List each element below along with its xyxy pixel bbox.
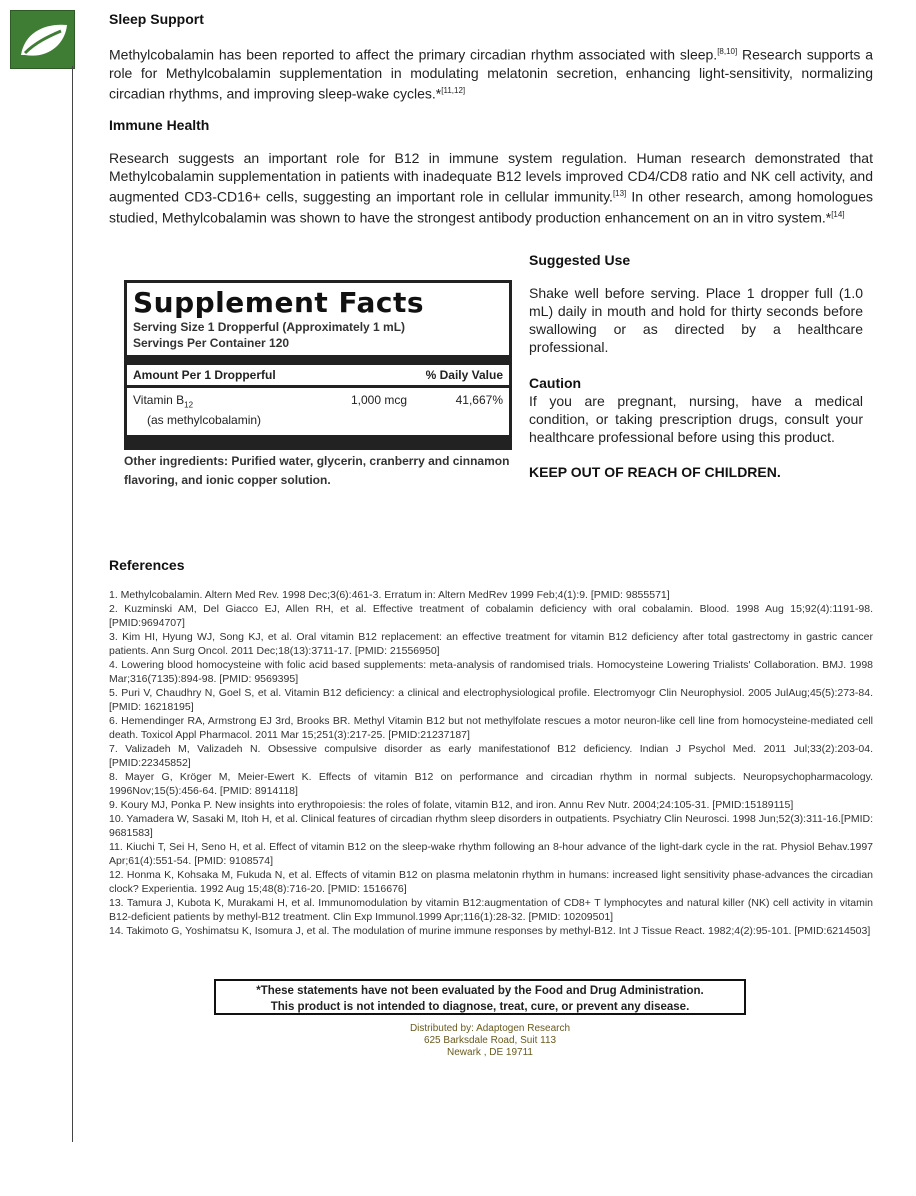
supplement-facts-title: Supplement Facts	[133, 286, 425, 319]
suggested-use-section	[529, 252, 863, 356]
reference-item: 9. Koury MJ, Ponka P. New insights into erythropoiesis: the roles of folate, vitamin B12, and iron. Annu Rev Nutr. 2004;24:105-31. [PMID:15189115]	[109, 799, 794, 811]
nutrient-subscript: 12	[184, 400, 194, 410]
servings-per-container: Servings Per Container 120	[133, 336, 290, 350]
facts-header-row	[133, 365, 503, 385]
sleep-text-2: Research supports a role for Methylcobalamin supplementation in modulating melatonin secretion, enhancing light-sensitivity, normalizing circadian rhythms, and improving sleep-wake cycles.*	[109, 46, 873, 102]
other-ingredients: Other ingredients: Purified water, glycerin, cranberry and cinnamon flavoring, and ionic copper solution.	[124, 454, 510, 488]
immune-title: Immune Health	[109, 117, 210, 133]
distributor-line-3: Newark , DE 19711	[447, 1047, 533, 1058]
immune-text-1: Research suggests an important role for B12 in immune system regulation. Human research demonstrated that Methylcobalamin supplementation in patients with inadequate B12 levels improved CD4/CD8 ratio and NK cell activity, and augmented CD3-CD16+ cells, suggesting an important role in cellular immunity.	[109, 150, 873, 205]
distributor-info	[300, 1023, 680, 1059]
leaf-icon	[11, 11, 74, 68]
amount-header: Amount Per 1 Dropperful	[133, 368, 276, 382]
sleep-section	[109, 11, 873, 102]
serving-size: Serving Size 1 Dropperful (Approximately 1 mL)	[133, 320, 406, 334]
margin-rule	[72, 66, 73, 1142]
disclaimer-line-2: This product is not intended to diagnose, treat, cure, or prevent any disease.	[270, 1001, 690, 1013]
nutrient-name	[133, 393, 351, 409]
nutrient-daily-value: 41,667%	[455, 393, 503, 407]
nutrient-amount: 1,000 mcg	[351, 393, 408, 407]
caution-text: If you are pregnant, nursing, have a medical condition, or taking prescription drugs, consult your healthcare professional before using this product.	[529, 393, 863, 445]
references-list	[109, 588, 873, 938]
disclaimer-line-1: *These statements have not been evaluated by the Food and Drug Administration.	[256, 985, 704, 997]
distributor-line-1: Distributed by: Adaptogen Research	[409, 1023, 571, 1034]
keep-out-warning: KEEP OUT OF REACH OF CHILDREN.	[529, 464, 781, 480]
citation: [14]	[831, 209, 845, 219]
immune-section	[109, 117, 873, 226]
reference-item: 6. Hemendinger RA, Armstrong EJ 3rd, Brooks BR. Methyl Vitamin B12 but not methylfolate rescues a motor neuron-like cell line from homocysteine-mediated cell death. Toxicol Appl Pharmacol. 2011 Mar 15;251(3):217-25. [PMID:21237187]	[109, 715, 873, 741]
leaf-logo	[10, 10, 75, 69]
citation: [11,12]	[441, 85, 466, 95]
citation: [8,10]	[717, 47, 738, 56]
daily-value-header: % Daily Value	[425, 368, 503, 382]
reference-item: 3. Kim HI, Hyung WJ, Song KJ, et al. Oral vitamin B12 replacement: an effective treatment for vitamin B12 deficiency after total gastrectomy in gastric cancer patients. Ann Surg Oncol. 2011 Dec;18(13):3711-17. [PMID: 21556950]	[109, 631, 873, 657]
divider	[127, 435, 509, 447]
facts-row	[133, 388, 503, 409]
suggested-use-text: Shake well before serving. Place 1 dropper full (1.0 mL) daily in mouth and hold for thirty seconds before swallowing or as directed by a healthcare professional.	[529, 285, 863, 355]
reference-item: 8. Mayer G, Kröger M, Meier-Ewert K. Effects of vitamin B12 on performance and circadian rhythm in normal subjects. Neuropsychopharmacology. 1996Nov;15(5):456-64. [PMID: 8914118]	[109, 771, 873, 797]
reference-item: 2. Kuzminski AM, Del Giacco EJ, Allen RH, et al. Effective treatment of cobalamin deficiency with oral cobalamin. Blood. 1998 Aug 15;92(4):1191-98. [PMID:9694707]	[109, 603, 873, 629]
immune-paragraph	[109, 149, 873, 226]
suggested-use-title: Suggested Use	[529, 252, 631, 268]
reference-item: 13. Tamura J, Kubota K, Murakami H, et al. Immunomodulation by vitamin B12:augmentation of CD8+ T lymphocytes and natural killer (NK) cell activity in vitamin B12-deficient patients by methyl-B12 treatment. Clin Exp Immunol.1999 Apr;116(1):28-32. [PMID: 10209501]	[109, 897, 873, 923]
reference-item: 4. Lowering blood homocysteine with folic acid based supplements: meta-analysis of randomised trials. Homocysteine Lowering Trialists' Collaboration. BMJ. 1998 Mar;316(7135):894-98. [PMID: 9569395]	[109, 659, 873, 685]
supplement-facts-panel	[124, 280, 512, 490]
caution-title: Caution	[529, 375, 582, 391]
nutrient-form: (as methylcobalamin)	[147, 413, 262, 428]
reference-item: 1. Methylcobalamin. Altern Med Rev. 1998 Dec;3(6):461-3. Erratum in: Altern MedRev 1999 Feb;4(1):9. [PMID: 9855571]	[109, 589, 670, 601]
reference-item: 12. Honma K, Kohsaka M, Fukuda N, et al. Effects of vitamin B12 on plasma melatonin rhythm in humans: increased light sensitivity phase-advances the circadian clock? Experientia. 1992 Aug 15;48(8):716-20. [PMID: 1516676]	[109, 869, 873, 895]
reference-item: 5. Puri V, Chaudhry N, Goel S, et al. Vitamin B12 deficiency: a clinical and electrophysiological profile. Electromyogr Clin Neurophysiol. 2005 JulAug;45(5):273-84. [PMID: 16218195]	[109, 687, 873, 713]
reference-item: 11. Kiuchi T, Sei H, Seno H, et al. Effect of vitamin B12 on the sleep-wake rhythm following an 8-hour advance of the light-dark cycle in the rat. Physiol Behav.1997 Apr;61(4):551-54. [PMID: 9108574]	[109, 841, 873, 867]
distributor-line-2: 625 Barksdale Road, Suit 113	[423, 1035, 557, 1046]
reference-item: 14. Takimoto G, Yoshimatsu K, Isomura J, et al. The modulation of murine immune responses by methyl-B12. Int J Tissue React. 1982;4(2):95-101. [PMID:6214503]	[109, 925, 871, 937]
sleep-text-1: Methylcobalamin has been reported to affect the primary circadian rhythm associated with sleep.	[109, 46, 718, 63]
reference-item: 10. Yamadera W, Sasaki M, Itoh H, et al. Clinical features of circadian rhythm sleep disorders in outpatients. Psychiatry Clin Neurosci. 1998 Jun;52(3):311-16.[PMID: 9681583]	[109, 813, 873, 839]
references-title: References	[109, 557, 185, 573]
citation: [13]	[612, 189, 627, 198]
fda-disclaimer	[214, 979, 746, 1015]
immune-text-2: In other research, among homologues studied, Methylcobalamin was shown to have the strongest antibody production enhancement on an in vitro system.*	[109, 188, 873, 226]
divider	[127, 355, 509, 365]
sleep-title: Sleep Support	[109, 11, 204, 27]
caution-section	[529, 375, 863, 480]
nutrient-label: Vitamin B	[133, 393, 185, 407]
sleep-paragraph	[109, 43, 873, 102]
reference-item: 7. Valizadeh M, Valizadeh N. Obsessive compulsive disorder as early manifestationof B12 deficiency. Indian J Psychol Med. 2011 Jul;33(2):203-04. [PMID:22345852]	[109, 743, 873, 769]
